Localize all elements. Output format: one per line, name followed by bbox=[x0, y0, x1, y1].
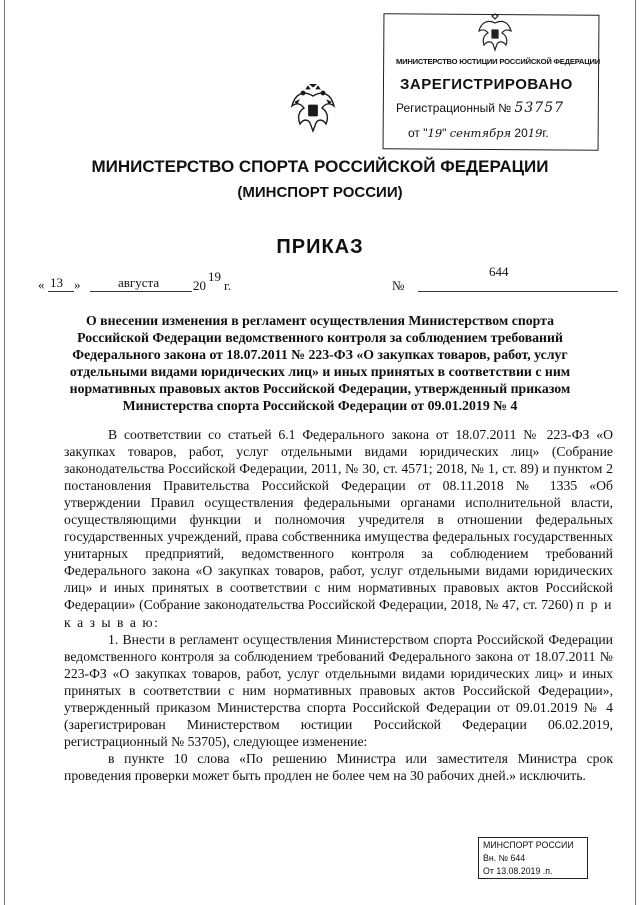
registration-number-value: 53757 bbox=[514, 100, 565, 116]
footer-stamp-line1: МИНСПОРТ РОССИИ bbox=[483, 840, 574, 850]
registration-stamp-number-line bbox=[396, 100, 564, 116]
ministry-short-name: (МИНСПОРТ РОССИИ) bbox=[237, 184, 403, 201]
preamble-text: В соответствии со статьей 6.1 Федерального закона от 18.07.2011 № 223-ФЗ «О закупках товаров, работ, услуг отдельными видами юридических лиц» (Собрание законодательства Российской Федерации, 2011, № 30, ст. 4571; 2018, № 1, ст. 89) и пунктом 2 постановления Правительства Российской Федерации от 08.11.2018 № 1335 «Об утверждении Правил осуществления федеральными органами исполнительной власти, осуществляющими функции и полномочия учредителя в отношении федеральных государственных учреждений, права собственника имущества федеральных государственных унитарных предприятий, ведомственного контроля за соблюдением требований Федерального закона «О закупках товаров, работ, услуг отдельными видами юридических лиц» и иных принятых в соответствии с ним нормативных правовых актов Российской Федерации» (Собрание законодательства Российской Федерации, 2018, № 47, ст. 7260) bbox=[64, 427, 613, 613]
day-underline bbox=[48, 291, 74, 292]
registration-date-year-suffix: 19 bbox=[527, 126, 543, 140]
order-word: п р и к а з ы в а ю: bbox=[64, 597, 613, 630]
footer-stamp-line2: Вн. № 644 bbox=[483, 853, 526, 863]
stamp-eagle-emblem-icon bbox=[475, 13, 515, 53]
order-date-month: августа bbox=[118, 275, 160, 290]
order-number-label: № bbox=[392, 278, 405, 293]
registration-date-day: 19 bbox=[427, 126, 443, 140]
item1-detail-paragraph: в пункте 10 слова «По решению Министра или заместителя Министра срок проведения проверки может быть продлен не более чем на 30 рабочих дней.» исключить. bbox=[64, 750, 613, 783]
russian-coat-of-arms-icon bbox=[289, 84, 337, 134]
month-underline bbox=[90, 291, 192, 292]
order-date-year-suffix: 19 bbox=[208, 269, 221, 284]
order-date-year-prefix: 20 bbox=[193, 278, 206, 293]
registration-date-month: сентября bbox=[449, 126, 512, 140]
registration-number-label: Регистрационный № bbox=[396, 101, 512, 115]
number-underline bbox=[418, 291, 618, 292]
order-subject: О внесении изменения в регламент осуществления Министерством спорта Российской Федерации ведомственного контроля за соблюдением требований Федерального закона от 18.07.2011 № 223-ФЗ «О закупках товаров, работ, услуг отдельными видами юридических лиц» и иных принятых в соответствии с ним нормативных правовых актов Российской Федерации, утвержденный приказом Министерства спорта Российской Федерации от 09.01.2019 № 4 bbox=[69, 313, 571, 414]
order-date-year-end: г. bbox=[224, 278, 232, 293]
registration-stamp-ministry: МИНИСТЕРСТВО ЮСТИЦИИ РОССИЙСКОЙ ФЕДЕРАЦИИ bbox=[396, 57, 601, 66]
scan-border-left bbox=[4, 0, 5, 905]
registration-stamp-status: ЗАРЕГИСТРИРОВАНО bbox=[400, 76, 573, 93]
scan-border-right bbox=[635, 0, 636, 905]
preamble-paragraph bbox=[64, 426, 613, 631]
order-date-day: 13 bbox=[50, 275, 63, 290]
item1-paragraph: 1. Внести в регламент осуществления Министерством спорта Российской Федерации ведомственного контроля за соблюдением требований Федерального закона от 18.07.2011 № 223-ФЗ «О закупках товаров, работ, услуг отдельными видами юридических лиц» и иных принятых в соответствии с ним нормативных правовых актов Российской Федерации», утвержденный приказом Министерства спорта Российской Федерации от 09.01.2019 № 4 (зарегистрирован Министерством юстиции Российской Федерации 06.02.2019, регистрационный № 53705), следующее изменение: bbox=[64, 631, 613, 749]
registration-stamp-date-line: от "19" сентября 2019г. bbox=[408, 126, 549, 140]
order-number: 644 bbox=[489, 264, 509, 279]
registration-date-prefix: от bbox=[408, 126, 420, 140]
registration-date-year-end: г. bbox=[542, 126, 549, 140]
order-date-quote-close: » bbox=[74, 277, 81, 292]
order-body bbox=[64, 426, 613, 784]
registration-date-year-prefix: 20 bbox=[514, 126, 528, 140]
ministry-title: МИНИСТЕРСТВО СПОРТА РОССИЙСКОЙ ФЕДЕРАЦИИ bbox=[91, 157, 549, 176]
document-type-title: ПРИКАЗ bbox=[276, 236, 364, 258]
order-date-quote-open: « bbox=[38, 277, 45, 292]
incoming-registration-stamp bbox=[478, 837, 588, 879]
order-date-row bbox=[38, 264, 618, 295]
footer-stamp-line3: От 13.08.2019 .п. bbox=[483, 866, 553, 876]
